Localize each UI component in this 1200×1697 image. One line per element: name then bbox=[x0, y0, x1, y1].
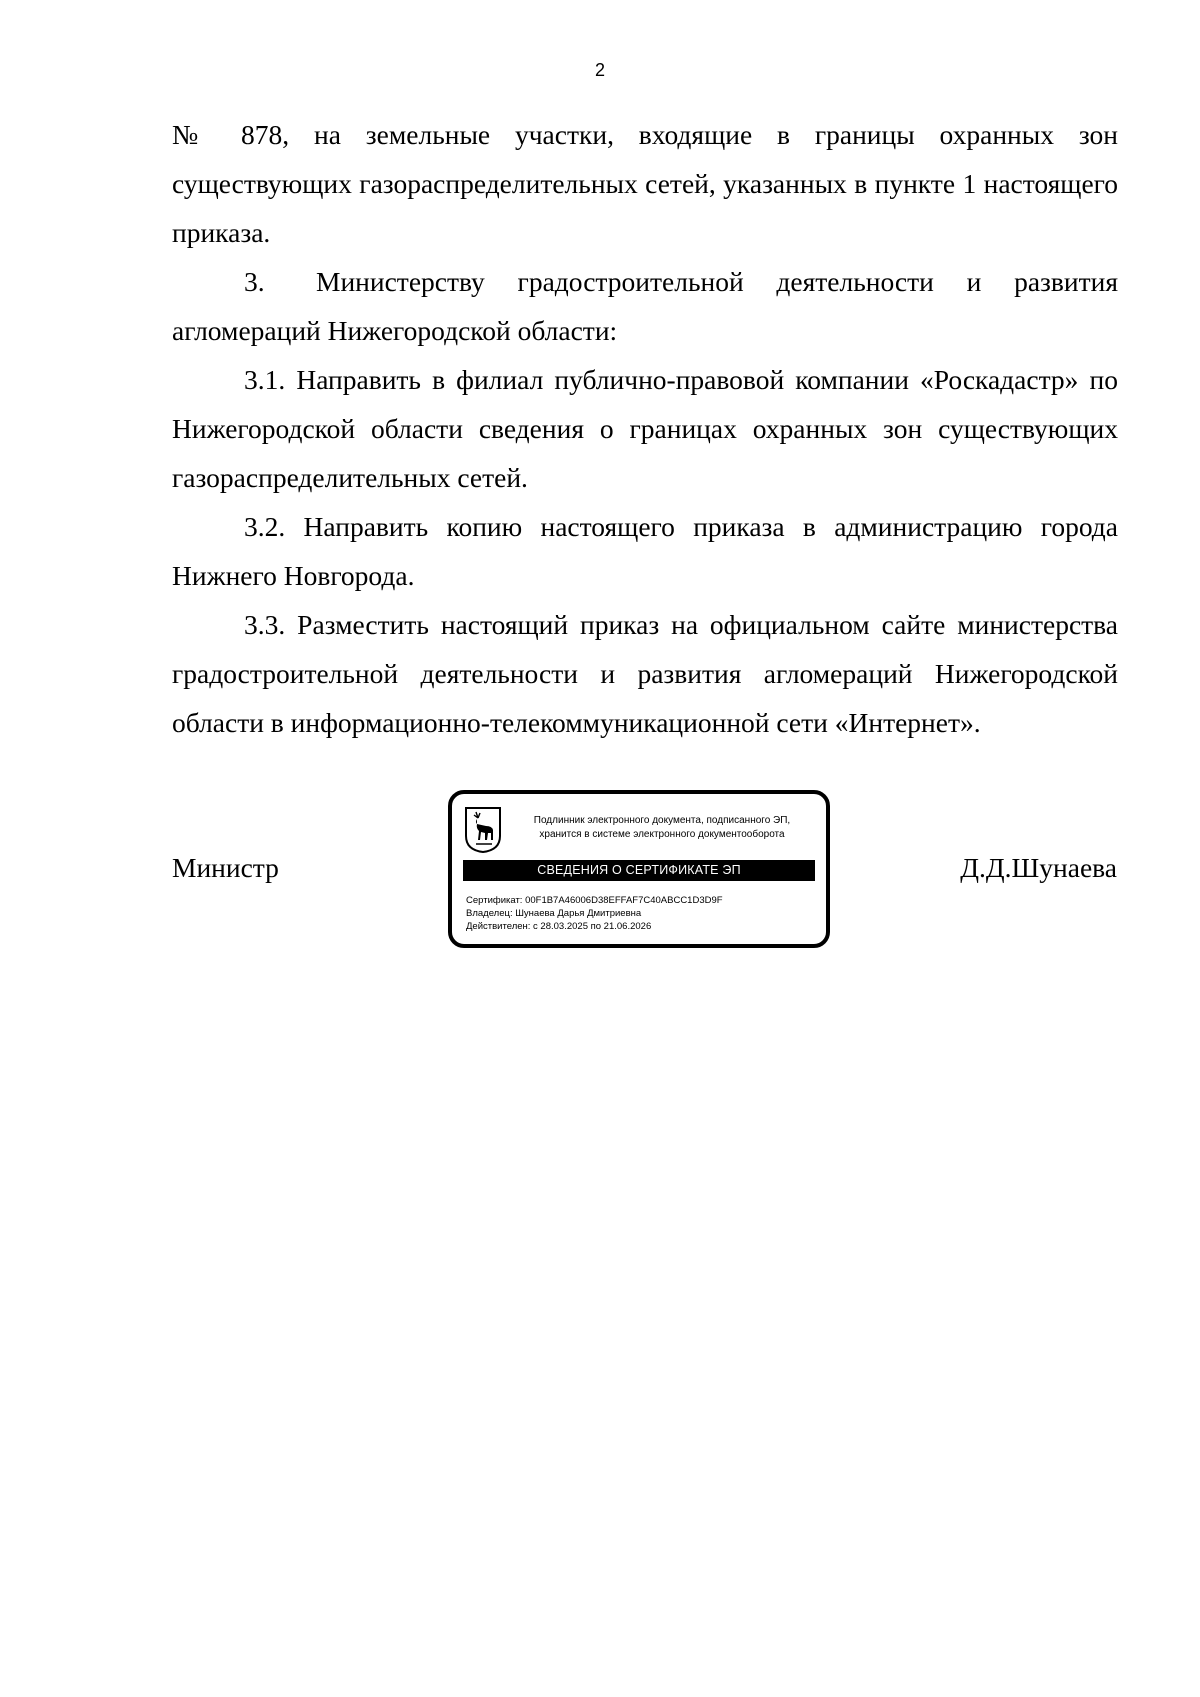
nizhny-novgorod-deer-emblem-icon bbox=[464, 806, 502, 854]
page-number: 2 bbox=[594, 60, 605, 80]
signatory-name: Д.Д.Шунаева bbox=[960, 852, 1117, 883]
stamp-certificate-id: Сертификат: 00F1B7A46006D38EFFAF7C40ABCC1D3D9F bbox=[466, 895, 723, 906]
paragraph-item-3 bbox=[172, 257, 1118, 355]
stamp-notice bbox=[512, 814, 812, 842]
paragraph-continuation: № 878, на земельные участки, входящие в границы охранных зон существующих газораспределительных сетей, указанных в пункте 1 настоящего приказа. bbox=[172, 119, 1118, 248]
paragraph-item-3-2: 3.2. Направить копию настоящего приказа в администрацию города Нижнего Новгорода. bbox=[172, 511, 1118, 591]
paragraph-item-3-1: 3.1. Направить в филиал публично-правовой компании «Роскадастр» по Нижегородской области сведения о границах охранных зон существующих газораспределительных сетей. bbox=[172, 364, 1118, 493]
stamp-validity: Действителен: с 28.03.2025 по 21.06.2026 bbox=[466, 921, 652, 932]
stamp-notice-line: Подлинник электронного документа, подписанного ЭП, bbox=[533, 815, 791, 826]
stamp-owner: Владелец: Шунаева Дарья Дмитриевна bbox=[466, 908, 642, 919]
stamp-notice-line: хранится в системе электронного документооборота bbox=[539, 829, 785, 840]
document-body bbox=[172, 110, 1118, 747]
signatory-position: Министр bbox=[172, 852, 279, 883]
signature-block bbox=[0, 790, 1200, 950]
item-number: 3. bbox=[244, 266, 265, 297]
item-text: Министерству градостроительной деятельности и развития агломераций Нижегородской области: bbox=[172, 266, 1118, 346]
paragraph-item-3-3: 3.3. Разместить настоящий приказ на официальном сайте министерства градостроительной деятельности и развития агломераций Нижегородской области в информационно-телекоммуникационной сети «Интернет». bbox=[172, 609, 1118, 738]
stamp-certificate-details bbox=[466, 894, 816, 933]
stamp-title: СВЕДЕНИЯ О СЕРТИФИКАТЕ ЭП bbox=[463, 860, 815, 881]
electronic-signature-stamp bbox=[448, 790, 830, 948]
